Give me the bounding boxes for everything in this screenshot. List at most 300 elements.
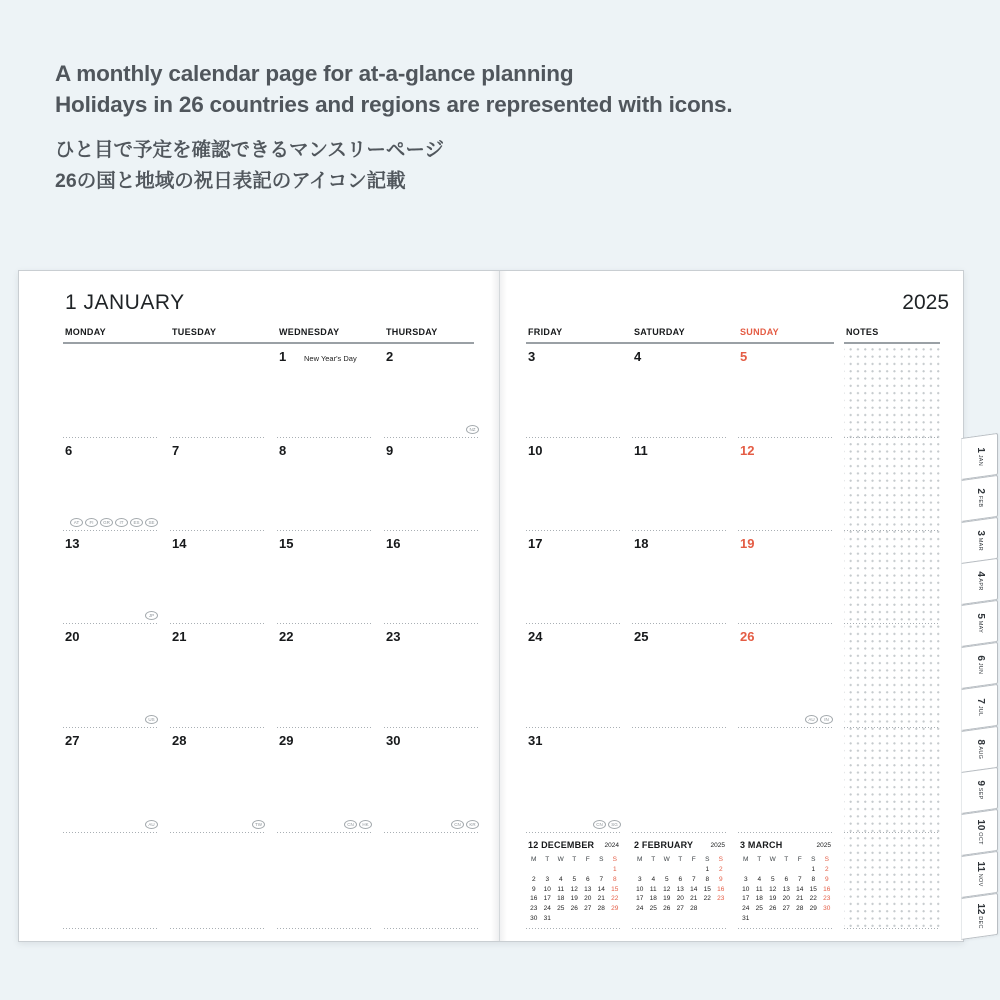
- holiday-country-icon: IN: [820, 715, 833, 724]
- month-tab-label: [972, 572, 988, 591]
- mini-calendar-week-row: [739, 915, 834, 922]
- mini-day-letter: M: [531, 856, 537, 863]
- mini-date: 12: [570, 885, 578, 893]
- mini-date: 29: [611, 905, 619, 913]
- mini-date: 2: [718, 866, 723, 873]
- hero-text-block: [55, 58, 732, 197]
- mini-date: 26: [663, 905, 671, 913]
- month-tab-abbr: JUN: [976, 661, 983, 675]
- holiday-country-icon: CN: [593, 820, 606, 829]
- mini-date: 19: [570, 895, 578, 903]
- mini-date: 6: [585, 875, 590, 883]
- mini-calendar-week-row: [527, 895, 622, 902]
- calendar-day-cell: [63, 438, 159, 531]
- date-number: 6: [65, 443, 73, 458]
- holiday-country-icon: AU: [805, 715, 818, 724]
- mini-calendar-week-row: [527, 876, 622, 883]
- mini-calendar-week-row: [527, 905, 622, 912]
- date-number: 8: [279, 443, 287, 458]
- calendar-day-cell: [738, 438, 834, 531]
- mini-date: 25: [649, 905, 657, 913]
- mini-date: 23: [717, 895, 725, 903]
- month-tab-mar: [961, 516, 998, 563]
- date-number: 27: [65, 733, 80, 748]
- date-number: 29: [279, 733, 294, 748]
- month-tab-oct: [961, 809, 998, 856]
- mini-date: [780, 915, 794, 922]
- mini-calendar-week-row: [527, 866, 622, 873]
- calendar-day-cell: [384, 833, 480, 929]
- month-tab-number: 10: [974, 819, 986, 831]
- mini-date: [595, 915, 609, 922]
- holiday-icons-row: [145, 820, 158, 829]
- holiday-country-icon: CN: [451, 820, 464, 829]
- mini-date: 11: [557, 885, 565, 893]
- mini-date: 22: [703, 895, 711, 903]
- calendar-day-cell: [526, 344, 622, 438]
- mini-day-letter: T: [572, 856, 577, 863]
- calendar-day-cell: [170, 624, 266, 728]
- mini-date: 25: [557, 905, 565, 913]
- weekday-header-sunday: SUNDAY: [740, 327, 779, 337]
- mini-date: 10: [636, 885, 644, 893]
- mini-date: 5: [572, 875, 577, 883]
- mini-calendar-week-row: [739, 905, 834, 912]
- holiday-icons-row: [145, 611, 158, 620]
- month-tab-abbr: AUG: [976, 744, 983, 759]
- month-tab-number: 4: [974, 572, 986, 578]
- date-number: 24: [528, 629, 543, 644]
- holiday-country-icon: IT: [115, 518, 128, 527]
- mini-day-letter: T: [784, 856, 789, 863]
- calendar-day-cell: [526, 833, 622, 929]
- mini-date: 3: [637, 875, 642, 883]
- mini-date: 30: [823, 905, 831, 913]
- mini-date: 11: [755, 885, 763, 893]
- holiday-icons-row: [593, 820, 621, 829]
- calendar-day-cell: [384, 344, 480, 438]
- calendar-day-cell: [632, 531, 728, 624]
- weekday-header-wednesday: WEDNESDAY: [279, 327, 340, 337]
- date-number: 3: [528, 349, 536, 364]
- month-tab-label: [972, 739, 988, 759]
- mini-date: 13: [584, 885, 592, 893]
- mini-day-letter: S: [705, 856, 710, 863]
- month-tab-label: [972, 530, 988, 551]
- mini-date: 17: [742, 895, 750, 903]
- mini-calendar-day-letters: [739, 856, 834, 863]
- mini-date: 16: [530, 895, 538, 903]
- mini-date: 28: [690, 905, 698, 913]
- date-number: 30: [386, 733, 401, 748]
- month-tab-jun: [961, 642, 998, 689]
- holiday-icons-row: [252, 820, 265, 829]
- mini-date: [793, 915, 807, 922]
- holiday-country-icon: US: [145, 715, 158, 724]
- holiday-country-icon: FI: [85, 518, 98, 527]
- mini-date: [687, 866, 701, 873]
- calendar-day-cell: [738, 833, 834, 929]
- holiday-country-icon: HK: [359, 820, 372, 829]
- date-number: 21: [172, 629, 187, 644]
- mini-day-letter: F: [691, 856, 696, 863]
- mini-date: 21: [690, 895, 698, 903]
- mini-date: 1: [811, 866, 816, 873]
- mini-date: 14: [597, 885, 605, 893]
- mini-date: 20: [584, 895, 592, 903]
- mini-date: 9: [718, 875, 723, 883]
- holiday-country-icon: KR: [466, 820, 479, 829]
- mini-date: 16: [717, 885, 725, 893]
- holiday-icons-row: [466, 425, 479, 434]
- calendar-day-cell: [170, 344, 266, 438]
- mini-date: 7: [599, 875, 604, 883]
- mini-date: 18: [649, 895, 657, 903]
- date-number: 18: [634, 536, 649, 551]
- month-tab-jul: [961, 684, 998, 731]
- month-index-tabs: [961, 438, 999, 942]
- calendar-day-cell: [384, 531, 480, 624]
- mini-date: 23: [530, 905, 538, 913]
- calendar-day-cell: [63, 624, 159, 728]
- date-number: 7: [172, 443, 180, 458]
- calendar-day-cell: [170, 833, 266, 929]
- mini-date: 18: [557, 895, 565, 903]
- mini-calendar-year: 2024: [604, 842, 619, 849]
- month-tab-label: [972, 903, 988, 928]
- holiday-icons-row: [805, 715, 833, 724]
- month-tab-abbr: OCT: [976, 830, 983, 846]
- date-number: 14: [172, 536, 187, 551]
- date-number: 28: [172, 733, 187, 748]
- date-number: 12: [740, 443, 755, 458]
- calendar-day-cell: [63, 728, 159, 833]
- mini-date: [766, 866, 780, 873]
- date-number: 17: [528, 536, 543, 551]
- mini-date: [541, 866, 555, 873]
- date-number: 1: [279, 349, 287, 364]
- mini-calendar-week-row: [633, 876, 728, 883]
- calendar-day-cell: [277, 624, 373, 728]
- notes-label: NOTES: [846, 327, 879, 337]
- mini-day-letter: T: [651, 856, 656, 863]
- mini-date: 21: [597, 895, 605, 903]
- mini-date: [595, 866, 609, 873]
- mini-day-letter: M: [743, 856, 749, 863]
- date-number: 13: [65, 536, 80, 551]
- mini-date: [633, 866, 647, 873]
- mini-calendar-week-row: [739, 886, 834, 893]
- mini-date: 20: [676, 895, 684, 903]
- date-number: 23: [386, 629, 401, 644]
- week-separator-dotted-line: [63, 928, 159, 929]
- calendar-day-cell: [738, 344, 834, 438]
- calendar-day-cell: [63, 531, 159, 624]
- mini-date: 13: [676, 885, 684, 893]
- date-number: 2: [386, 349, 394, 364]
- calendar-day-cell: [384, 624, 480, 728]
- calendar-day-cell: [526, 624, 622, 728]
- week-separator-dotted-line: [170, 928, 266, 929]
- calendar-day-cell: [632, 728, 728, 833]
- calendar-day-cell: [277, 438, 373, 531]
- mini-date: [568, 866, 582, 873]
- holiday-country-icon: AU: [145, 820, 158, 829]
- month-tab-number: 2: [974, 488, 986, 495]
- mini-date: 21: [796, 895, 804, 903]
- mini-date: 27: [584, 905, 592, 913]
- mini-day-letter: S: [824, 856, 829, 863]
- mini-date: 9: [824, 875, 829, 883]
- month-tab-abbr: MAY: [976, 619, 983, 634]
- mini-date: 24: [742, 905, 750, 913]
- month-tab-label: [972, 862, 988, 887]
- weekday-header-saturday: SATURDAY: [634, 327, 685, 337]
- mini-date: 10: [543, 885, 551, 893]
- month-tab-label: [972, 614, 988, 634]
- mini-date: 11: [649, 885, 657, 893]
- month-tab-abbr: DEC: [976, 914, 983, 929]
- mini-date: 17: [636, 895, 644, 903]
- month-tab-number: 9: [974, 781, 986, 787]
- mini-date: 6: [678, 875, 683, 883]
- mini-date: 23: [823, 895, 831, 903]
- month-tab-label: [972, 447, 988, 466]
- month-tab-number: 8: [974, 738, 986, 745]
- mini-date: 31: [543, 915, 551, 922]
- mini-date: 25: [755, 905, 763, 913]
- month-tab-number: 6: [974, 655, 986, 662]
- month-tab-label: [972, 656, 988, 675]
- mini-date: 24: [543, 905, 551, 913]
- mini-date: [701, 905, 715, 912]
- holiday-country-icon: AT: [70, 518, 83, 527]
- mini-calendar-title: 2 FEBRUARY: [634, 840, 694, 850]
- year-label: 2025: [902, 291, 949, 314]
- mini-date: 4: [651, 875, 656, 883]
- mini-day-letter: T: [678, 856, 683, 863]
- mini-calendar-day-letters: [633, 856, 728, 863]
- mini-date: [660, 866, 674, 873]
- mini-calendar: [738, 833, 834, 929]
- month-tab-label: [972, 820, 988, 845]
- calendar-day-cell: [277, 728, 373, 833]
- mini-day-letter: W: [769, 856, 776, 863]
- mini-date: [581, 866, 595, 873]
- mini-day-letter: F: [797, 856, 802, 863]
- week-separator-dotted-line: [844, 928, 940, 929]
- month-tab-feb: [961, 475, 998, 522]
- mini-calendar-week-row: [527, 886, 622, 893]
- calendar-day-cell: [384, 728, 480, 833]
- month-tab-abbr: SEP: [976, 786, 983, 801]
- mini-date: 9: [531, 885, 536, 893]
- mini-date: 29: [809, 905, 817, 913]
- calendar-day-cell: [170, 438, 266, 531]
- mini-date: 1: [705, 866, 710, 873]
- mini-date: 27: [782, 905, 790, 913]
- mini-date: 3: [743, 875, 748, 883]
- mini-date: 30: [530, 915, 538, 922]
- mini-date: [608, 915, 622, 922]
- mini-calendar-week-row: [739, 876, 834, 883]
- calendar-day-cell: [277, 833, 373, 929]
- mini-date: [820, 915, 834, 922]
- mini-date: [554, 866, 568, 873]
- calendar-day-cell: [170, 531, 266, 624]
- calendar-day-cell: [526, 438, 622, 531]
- mini-date: [647, 866, 661, 873]
- calendar-day-cell: [844, 624, 940, 728]
- weekday-header-thursday: THURSDAY: [386, 327, 438, 337]
- mini-day-letter: T: [757, 856, 762, 863]
- mini-date: [793, 866, 807, 873]
- calendar-day-cell: [632, 833, 728, 929]
- month-title: 1 JANUARY: [65, 291, 185, 314]
- mini-calendar-week-row: [527, 915, 622, 922]
- mini-date: 8: [811, 875, 816, 883]
- month-tab-apr: [961, 558, 998, 605]
- mini-calendar-title: 12 DECEMBER: [528, 840, 595, 850]
- mini-day-letter: S: [811, 856, 816, 863]
- month-tab-sep: [961, 767, 998, 814]
- mini-date: 31: [742, 915, 750, 922]
- month-tab-number: 7: [974, 698, 986, 704]
- date-number: 9: [386, 443, 394, 458]
- mini-date: 15: [703, 885, 711, 893]
- weekday-header-tuesday: TUESDAY: [172, 327, 217, 337]
- mini-date: 16: [823, 885, 831, 893]
- mini-date: [674, 866, 688, 873]
- month-tab-aug: [961, 725, 998, 772]
- mini-date: [554, 915, 568, 922]
- mini-calendar-day-letters: [527, 856, 622, 863]
- holiday-country-icon: SG: [608, 820, 621, 829]
- weekday-header-monday: MONDAY: [65, 327, 106, 337]
- mini-date: 10: [742, 885, 750, 893]
- calendar-day-cell: [738, 624, 834, 728]
- month-tab-nov: [961, 851, 998, 898]
- holiday-country-icon: SE: [145, 518, 158, 527]
- hero-jp-line1: ひと目で予定を確認できるマンスリーページ: [55, 139, 445, 161]
- week-separator-dotted-line: [277, 928, 373, 929]
- date-number: 22: [279, 629, 294, 644]
- calendar-day-cell: [526, 531, 622, 624]
- mini-date: 15: [611, 885, 619, 893]
- month-tab-abbr: FEB: [976, 494, 983, 508]
- calendar-day-cell: [277, 531, 373, 624]
- month-tab-jan: [961, 433, 998, 480]
- calendar-day-cell: [277, 344, 373, 438]
- mini-date: 5: [664, 875, 669, 883]
- planner-spread: [18, 270, 964, 942]
- month-tab-number: 1: [974, 446, 986, 453]
- mini-date: 6: [784, 875, 789, 883]
- mini-date: 17: [543, 895, 551, 903]
- date-number: 31: [528, 733, 543, 748]
- calendar-day-cell: [738, 531, 834, 624]
- page-gutter-line: [499, 271, 500, 941]
- date-number: 10: [528, 443, 543, 458]
- mini-calendar-year: 2025: [816, 842, 831, 849]
- month-tab-abbr: MAR: [976, 535, 983, 551]
- holiday-country-icon: CN: [344, 820, 357, 829]
- mini-date: 28: [597, 905, 605, 913]
- holiday-icons-row: [145, 715, 158, 724]
- holiday-name-label: New Year's Day: [304, 354, 357, 363]
- mini-date: 2: [824, 866, 829, 873]
- calendar-day-cell: [632, 438, 728, 531]
- date-number: 20: [65, 629, 80, 644]
- mini-day-letter: S: [718, 856, 723, 863]
- calendar-day-cell: [844, 438, 940, 531]
- month-tab-label: [972, 781, 988, 800]
- calendar-day-cell: [844, 344, 940, 438]
- mini-date: [753, 866, 767, 873]
- week-separator-dotted-line: [384, 928, 480, 929]
- holiday-icons-row: [344, 820, 372, 829]
- mini-date: 12: [769, 885, 777, 893]
- mini-date: 8: [612, 875, 617, 883]
- month-tab-may: [961, 600, 998, 647]
- calendar-day-cell: [738, 728, 834, 833]
- date-number: 15: [279, 536, 294, 551]
- month-tab-number: 11: [974, 861, 986, 873]
- date-number: 4: [634, 349, 642, 364]
- date-number: 11: [634, 443, 648, 458]
- holiday-country-icon: JP: [145, 611, 158, 620]
- mini-day-letter: S: [612, 856, 617, 863]
- month-tab-label: [972, 698, 988, 716]
- mini-date: 19: [663, 895, 671, 903]
- mini-date: 14: [796, 885, 804, 893]
- month-tab-number: 12: [974, 903, 986, 915]
- mini-calendar-year: 2025: [710, 842, 725, 849]
- mini-date: 27: [676, 905, 684, 913]
- month-tab-abbr: JAN: [976, 452, 983, 466]
- date-number: 16: [386, 536, 401, 551]
- mini-day-letter: W: [663, 856, 670, 863]
- calendar-day-cell: [844, 833, 940, 929]
- holiday-icons-row: [451, 820, 479, 829]
- mini-date: 15: [809, 885, 817, 893]
- mini-calendar: [526, 833, 622, 929]
- mini-date: [581, 915, 595, 922]
- mini-date: 8: [705, 875, 710, 883]
- mini-date: [807, 915, 821, 922]
- mini-calendar-week-row: [633, 866, 728, 873]
- mini-date: 1: [612, 866, 617, 873]
- mini-date: 20: [782, 895, 790, 903]
- mini-date: 28: [796, 905, 804, 913]
- mini-day-letter: F: [585, 856, 590, 863]
- holiday-icons-row: [70, 518, 158, 527]
- mini-date: [780, 866, 794, 873]
- mini-date: 3: [545, 875, 550, 883]
- month-tab-number: 5: [974, 613, 986, 620]
- mini-date: 7: [797, 875, 802, 883]
- mini-date: [753, 915, 767, 922]
- mini-date: [714, 905, 728, 912]
- mini-calendar-week-row: [739, 895, 834, 902]
- date-number: 5: [740, 349, 748, 364]
- holiday-country-icon: TW: [252, 820, 265, 829]
- holiday-country-icon: NZ: [466, 425, 479, 434]
- hero-en-line2: Holidays in 26 countries and regions are represented with icons.: [55, 92, 733, 117]
- mini-day-letter: M: [637, 856, 643, 863]
- calendar-day-cell: [63, 344, 159, 438]
- mini-calendar-title: 3 MARCH: [740, 840, 783, 850]
